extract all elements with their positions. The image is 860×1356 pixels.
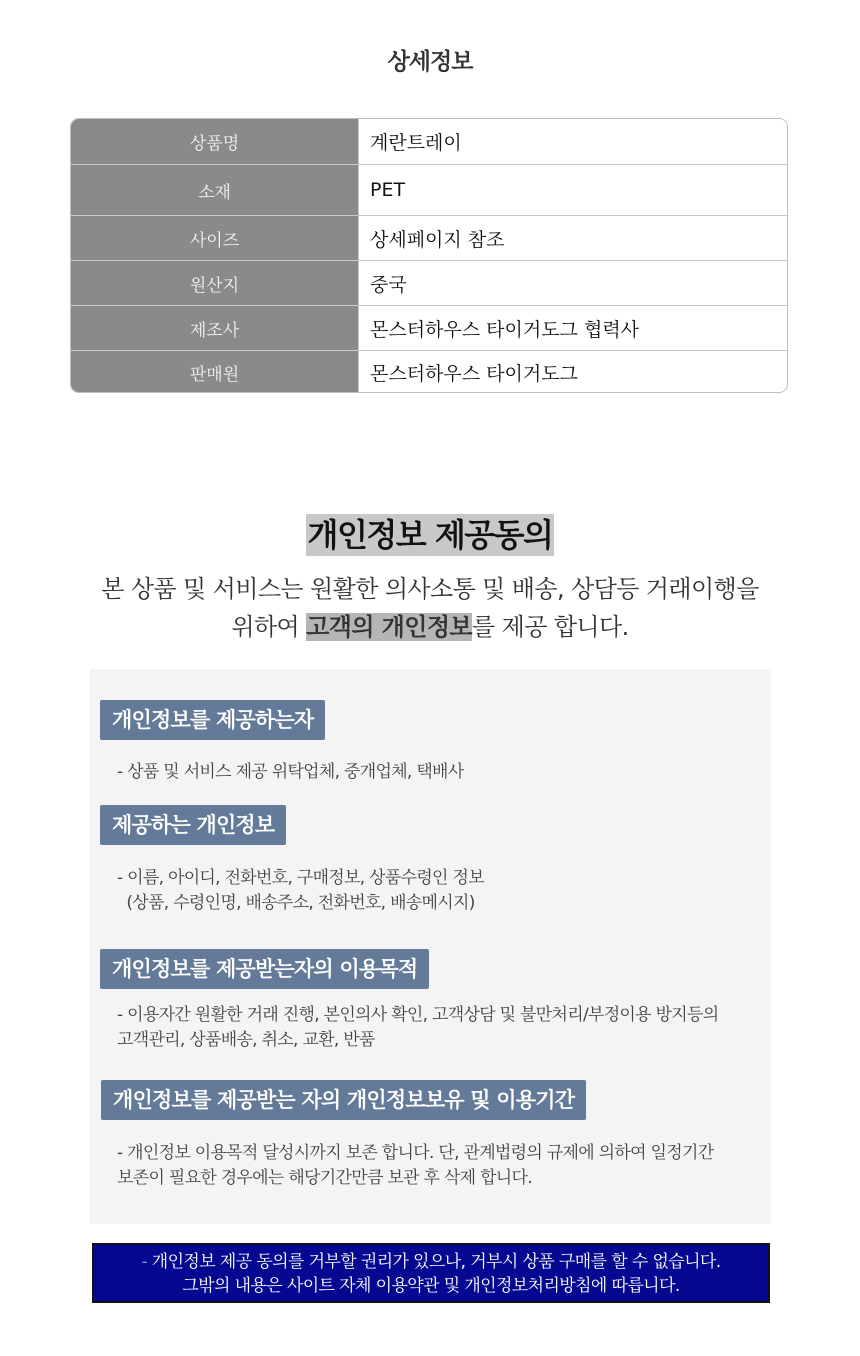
privacy-title-wrap xyxy=(0,514,860,556)
refusal-notice xyxy=(92,1243,770,1303)
section-body-provided-info xyxy=(117,866,484,916)
spec-label: 제조사 xyxy=(71,306,359,350)
spec-label: 사이즈 xyxy=(71,216,359,260)
spec-value: PET xyxy=(359,165,787,215)
spec-row-material xyxy=(71,164,787,215)
section-line: 고객관리, 상품배송, 취소, 교환, 반품 xyxy=(117,1030,375,1050)
spec-label: 원산지 xyxy=(71,261,359,305)
spec-value: 몬스터하우스 타이거도그 xyxy=(359,351,787,393)
section-line: - 이름, 아이디, 전화번호, 구매정보, 상품수령인 정보 xyxy=(117,868,484,888)
spec-row-product-name xyxy=(71,119,787,164)
detail-title: 상세정보 xyxy=(387,49,473,75)
notice-text-1: 개인정보 제공 동의를 거부할 권리가 있으나, 거부시 상품 구매를 할 수 없습니다. xyxy=(146,1252,721,1272)
intro-line-2-post: 를 제공 합니다. xyxy=(472,613,629,641)
section-line: - 이용자간 원활한 거래 진행, 본인의사 확인, 고객상담 및 불만처리/부정이용 방지등의 xyxy=(117,1005,719,1025)
spec-table xyxy=(70,118,788,393)
intro-line-1: 본 상품 및 서비스는 원활한 의사소통 및 배송, 상담등 거래이행을 xyxy=(101,575,759,603)
intro-highlight: 고객의 개인정보 xyxy=(306,613,473,641)
section-heading-retention: 개인정보를 제공받는 자의 개인정보보유 및 이용기간 xyxy=(101,1080,586,1120)
section-heading-provided-info: 제공하는 개인정보 xyxy=(100,805,286,845)
section-heading-provider: 개인정보를 제공하는자 xyxy=(100,700,325,740)
section-heading-purpose: 개인정보를 제공받는자의 이용목적 xyxy=(100,949,429,989)
section-line: 보존이 필요한 경우에는 해당기간만큼 보관 후 삭제 합니다. xyxy=(117,1168,532,1188)
spec-row-origin xyxy=(71,260,787,305)
notice-line-2: 그밖의 내용은 사이트 자체 이용약관 및 개인정보처리방침에 따릅니다. xyxy=(182,1276,680,1296)
section-line: (상품, 수령인명, 배송주소, 전화번호, 배송메시지) xyxy=(117,893,475,913)
spec-value: 몬스터하우스 타이거도그 협력사 xyxy=(359,306,787,350)
section-body-retention xyxy=(117,1141,713,1191)
section-line: - 개인정보 이용목적 달성시까지 보존 합니다. 단, 관계법령의 규제에 의하여 일정기간 xyxy=(117,1143,714,1163)
spec-row-size xyxy=(71,215,787,260)
spec-row-manufacturer xyxy=(71,305,787,350)
spec-value: 중국 xyxy=(359,261,787,305)
section-body-provider xyxy=(117,760,464,785)
spec-value: 계란트레이 xyxy=(359,119,787,164)
spec-label: 판매원 xyxy=(71,351,359,393)
spec-row-seller xyxy=(71,350,787,393)
privacy-intro xyxy=(0,570,860,646)
section-body-purpose xyxy=(117,1003,718,1053)
spec-value: 상세페이지 참조 xyxy=(359,216,787,260)
section-line: - 상품 및 서비스 제공 위탁업체, 중개업체, 택배사 xyxy=(117,762,464,782)
intro-line-2-pre: 위하여 xyxy=(231,613,307,641)
notice-dash: - xyxy=(141,1252,147,1272)
spec-label: 소재 xyxy=(71,165,359,215)
privacy-title: 개인정보 제공동의 xyxy=(307,516,553,554)
intro-line-2 xyxy=(0,608,860,646)
notice-line-1 xyxy=(94,1250,768,1274)
spec-label: 상품명 xyxy=(71,119,359,164)
